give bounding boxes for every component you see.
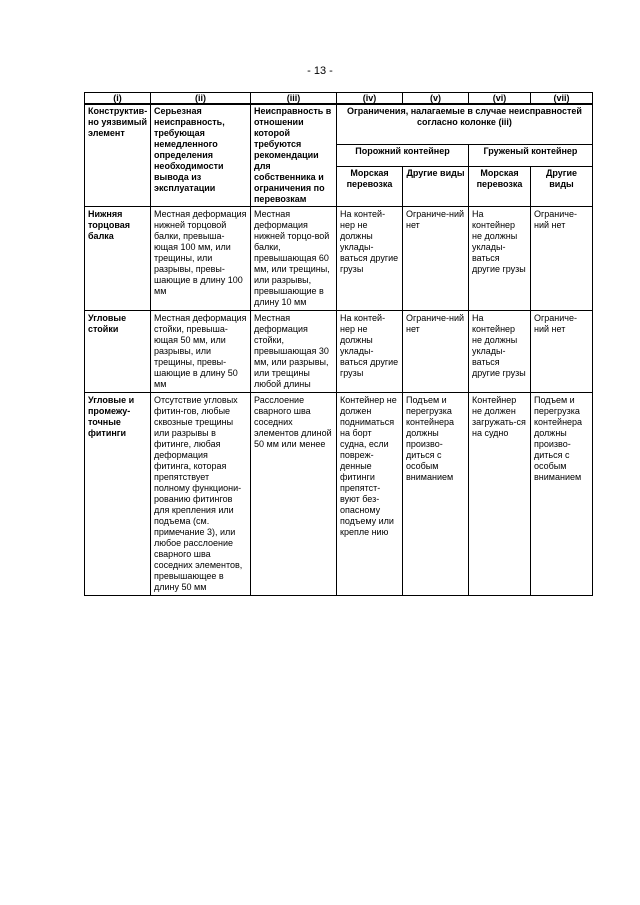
cell-loaded-sea: Контейнер не должен загружать-ся на судно bbox=[469, 393, 531, 596]
column-number: (i) bbox=[85, 93, 151, 105]
cell-empty-other: Ограниче-ний нет bbox=[403, 207, 469, 311]
header-other-empty: Другие виды bbox=[403, 167, 469, 207]
column-number: (vii) bbox=[531, 93, 593, 105]
header-sea-loaded: Морская перевозка bbox=[469, 167, 531, 207]
header-defect: Неисправность в отношении которой требуются рекомендации для собственника и ограничения по перевозкам bbox=[251, 104, 337, 207]
cell-empty-sea: На контей-нер не должны уклады-ваться другие грузы bbox=[337, 207, 403, 311]
cell-empty-sea: На контей-нер не должны уклады-ваться другие грузы bbox=[337, 311, 403, 393]
cell-loaded-other: Ограниче-ний нет bbox=[531, 207, 593, 311]
cell-serious: Местная деформация стойки, превыша-ющая 50 мм, или разрывы, или трещины, превы-шающие в длину 50 мм bbox=[151, 311, 251, 393]
cell-defect: Местная деформация стойки, превышающая 30 мм, или разрывы, или трещины любой длины bbox=[251, 311, 337, 393]
column-number: (ii) bbox=[151, 93, 251, 105]
header-row bbox=[85, 104, 593, 145]
header-restrictions: Ограничения, налагаемые в случае неисправностей согласно колонке (iii) bbox=[337, 104, 593, 145]
header-other-loaded: Другие виды bbox=[531, 167, 593, 207]
cell-loaded-other: Подъем и перегрузка контейнера должны произво-диться с особым вниманием bbox=[531, 393, 593, 596]
row-element: Нижняя торцовая балка bbox=[85, 207, 151, 311]
cell-loaded-sea: На контейнер не должны уклады-ваться другие грузы bbox=[469, 207, 531, 311]
cell-defect: Местная деформация нижней торцо-вой балки, превышающая 60 мм, или трещины, или разрывы, превышающие в длину 10 мм bbox=[251, 207, 337, 311]
row-element: Угловые и промежу-точные фитинги bbox=[85, 393, 151, 596]
header-empty-container: Порожний контейнер bbox=[337, 145, 469, 167]
cell-serious: Отсутствие угловых фитин-гов, любые сквозные трещины или разрывы в фитинге, любая деформация фитинга, которая препятствует полному функциони-рованию фитингов для крепления или подъема (см. примечание 3), или любое расслоение сварного шва соседних элементов, превышающее в длину 50 мм bbox=[151, 393, 251, 596]
page-number: - 13 - bbox=[307, 65, 333, 77]
table-row bbox=[85, 393, 593, 596]
cell-defect: Расслоение сварного шва соседних элементов длиной 50 мм или менее bbox=[251, 393, 337, 596]
cell-empty-other: Ограниче-ний нет bbox=[403, 311, 469, 393]
header-sea-empty: Морская перевозка bbox=[337, 167, 403, 207]
header-element: Конструктив-но уязвимый элемент bbox=[85, 104, 151, 207]
table-row bbox=[85, 207, 593, 311]
cell-loaded-sea: На контейнер не должны уклады-ваться другие грузы bbox=[469, 311, 531, 393]
header-loaded-container: Груженый контейнер bbox=[469, 145, 593, 167]
cell-empty-sea: Контейнер не должен подниматься на борт судна, если повреж-денные фитинги препятст-вуют без-опасному подъему или крепле нию bbox=[337, 393, 403, 596]
row-element: Угловые стойки bbox=[85, 311, 151, 393]
defects-table bbox=[84, 92, 593, 596]
column-number: (iii) bbox=[251, 93, 337, 105]
column-number: (v) bbox=[403, 93, 469, 105]
column-number-row bbox=[85, 93, 593, 105]
cell-loaded-other: Ограниче-ний нет bbox=[531, 311, 593, 393]
table-row bbox=[85, 311, 593, 393]
cell-empty-other: Подъем и перегрузка контейнера должны произво-диться с особым вниманием bbox=[403, 393, 469, 596]
cell-serious: Местная деформация нижней торцовой балки, превыша-ющая 100 мм, или трещины, или разрывы, превы-шающие в длину 100 мм bbox=[151, 207, 251, 311]
column-number: (vi) bbox=[469, 93, 531, 105]
header-serious-defect: Серьезная неисправность, требующая немедленного определения необходимости вывода из эксплуатации bbox=[151, 104, 251, 207]
column-number: (iv) bbox=[337, 93, 403, 105]
